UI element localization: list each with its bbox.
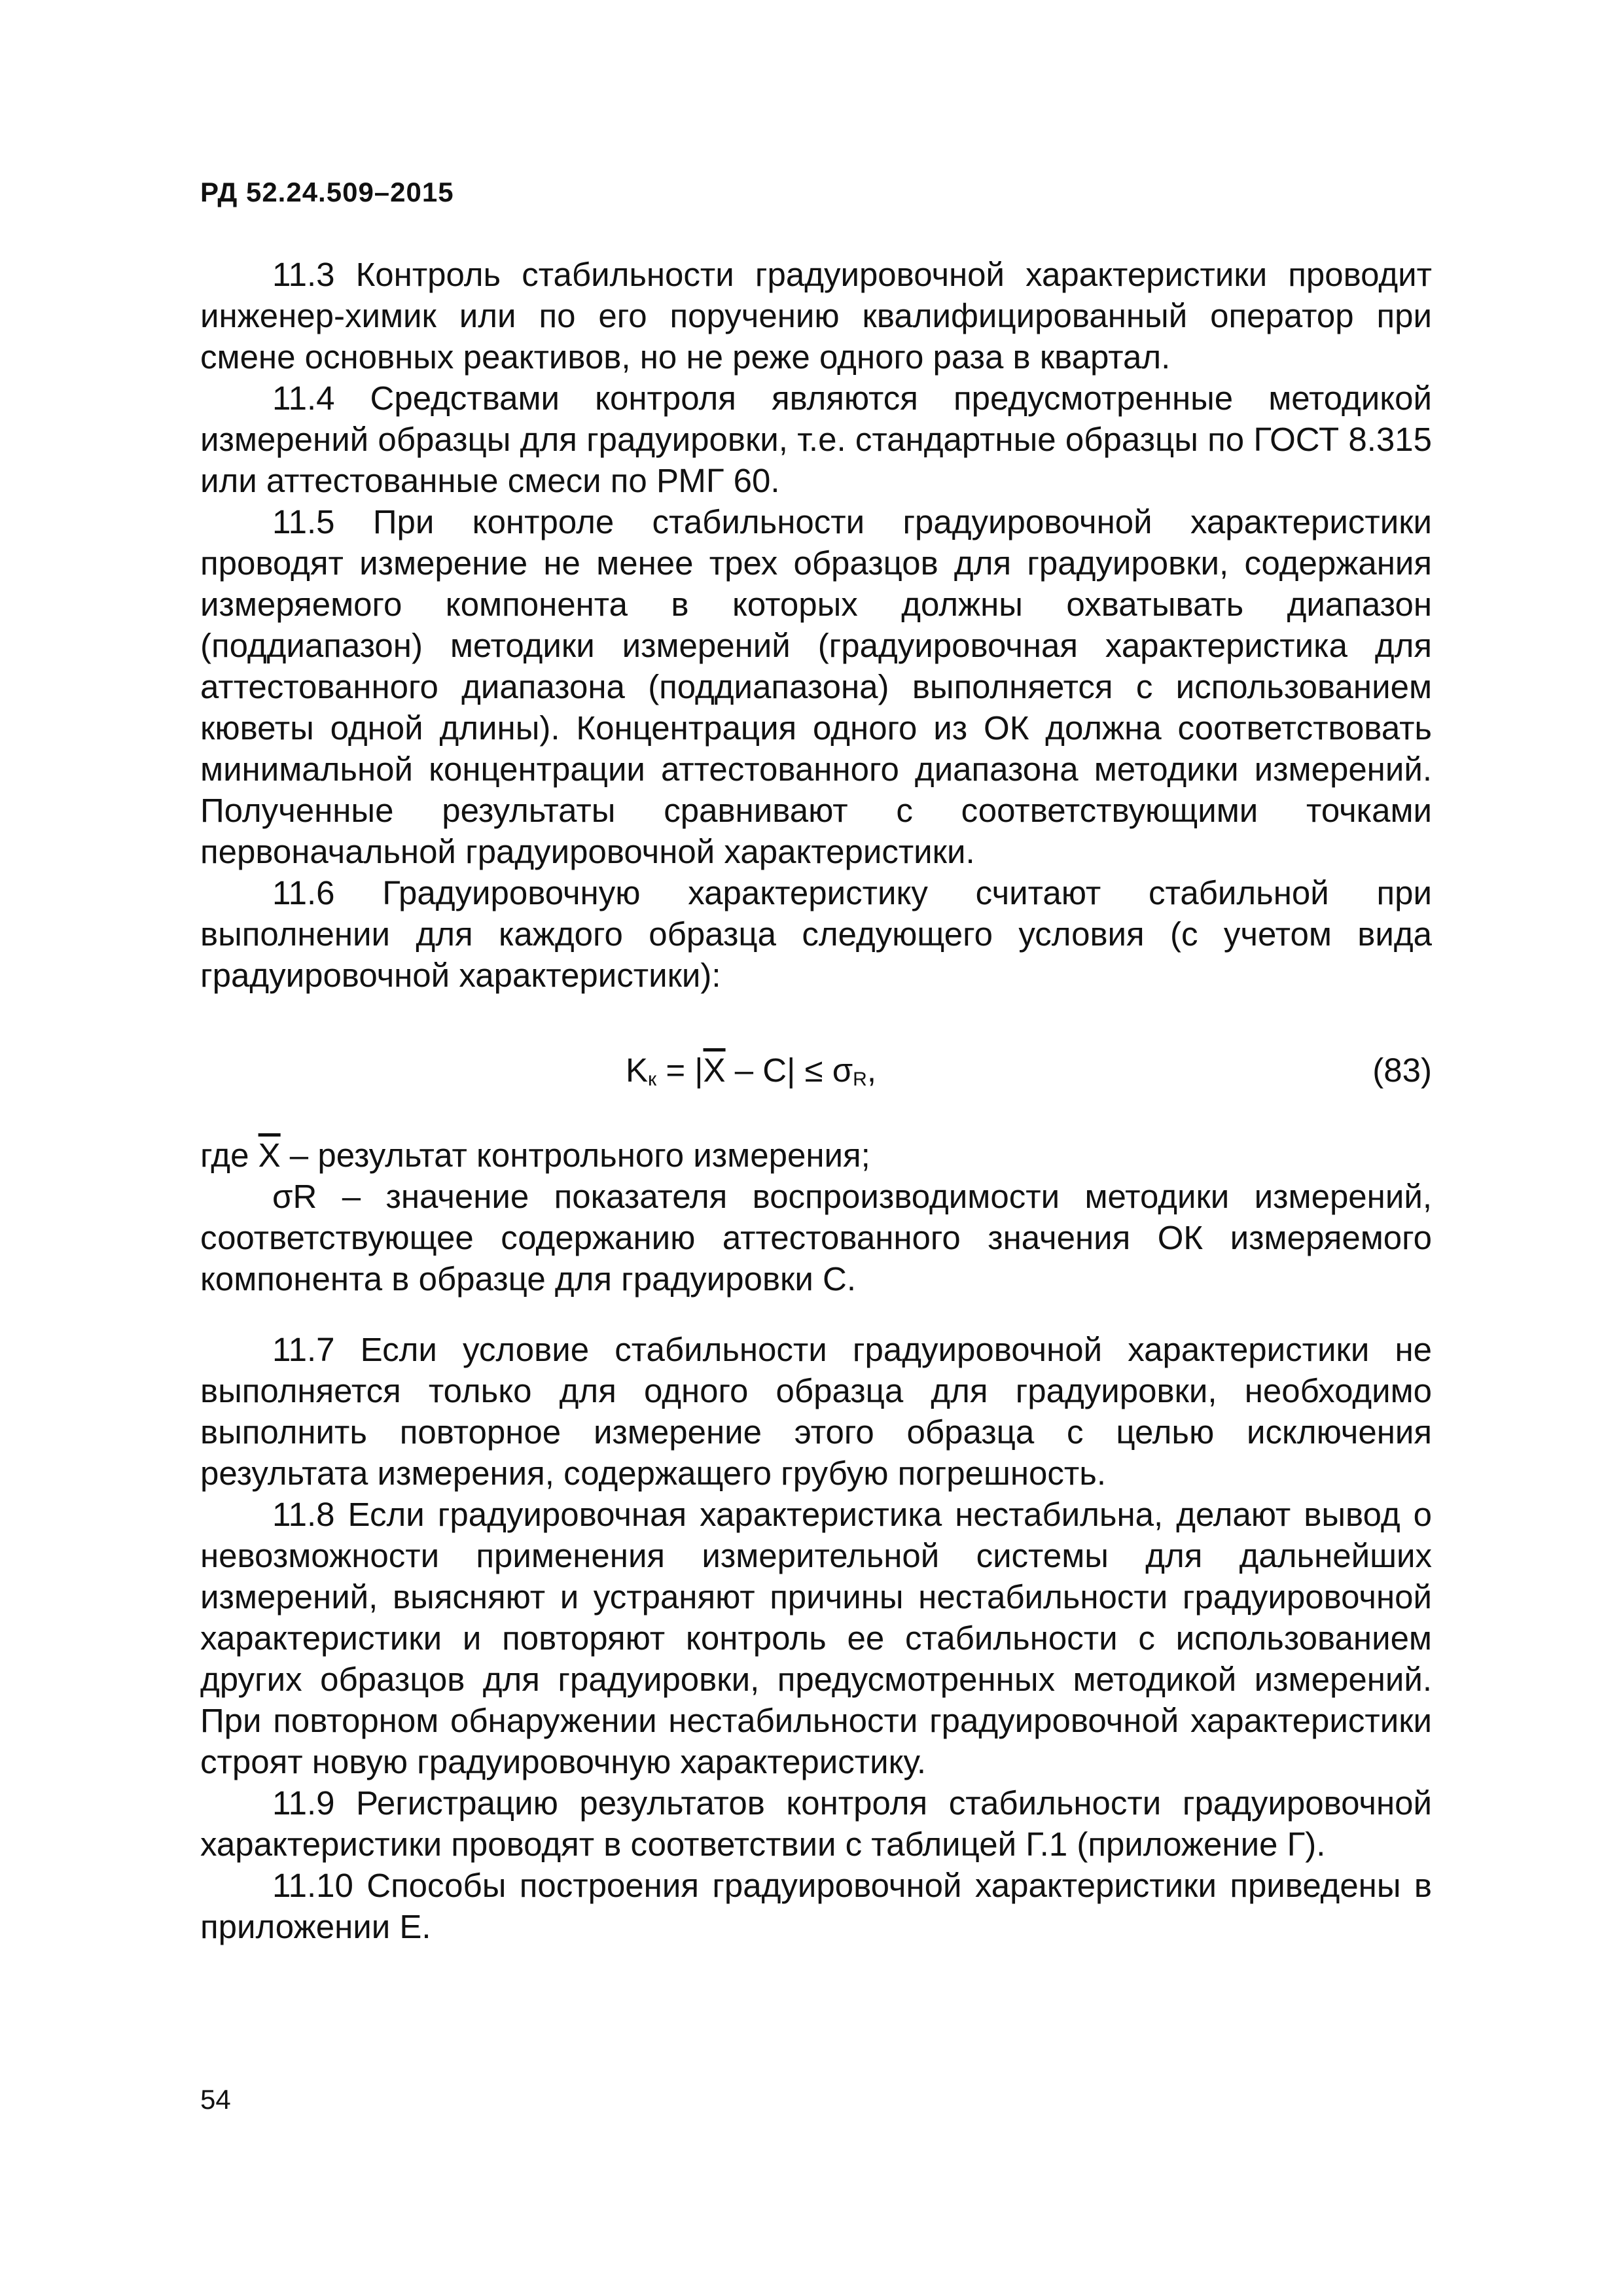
definition-x-text: – результат контрольного измерения; xyxy=(280,1137,870,1174)
formula-k: K xyxy=(626,1051,649,1089)
definition-sigma-subscript: R xyxy=(293,1178,317,1215)
formula-83 xyxy=(200,1043,1432,1108)
paragraph-11-10: 11.10 Способы построения градуировочной характеристики приведены в приложении Е. xyxy=(200,1867,1432,1945)
where-prefix: где xyxy=(200,1137,259,1174)
definition-sigma-text: – значение показателя воспроизводимости методики измерений, соответствующее содержанию аттестованного значения ОК измеряемого компонента в образце для градуировки С. xyxy=(200,1178,1432,1298)
paragraph-11-9: 11.9 Регистрацию результатов контроля стабильности градуировочной характеристики проводят в соответствии с таблицей Г.1 (приложение Г). xyxy=(200,1784,1432,1863)
equation-number: (83) xyxy=(1372,1051,1432,1089)
formula-k-subscript: к xyxy=(648,1069,657,1090)
page-content xyxy=(200,254,1432,1947)
formula-minus-c: – C| ≤ xyxy=(725,1051,832,1089)
paragraph-11-6: 11.6 Градуировочную характеристику считают стабильной при выполнении для каждого образца следующего условия (с учетом вида градуировочной характеристики): xyxy=(200,874,1432,994)
formula-x-bar: $\overline{X}$ xyxy=(703,1051,726,1089)
definition-sigma xyxy=(200,1176,1432,1299)
definition-x xyxy=(200,1135,1432,1176)
paragraph-11-3: 11.3 Контроль стабильности градуировочной характеристики проводит инженер-химик или по его поручению квалифицированный оператор при смене основных реактивов, но не реже одного раза в квартал. xyxy=(200,256,1432,376)
definition-sigma-symbol: σ xyxy=(272,1178,293,1215)
formula-sigma: σ xyxy=(832,1051,853,1089)
paragraph-11-4: 11.4 Средствами контроля являются предусмотренные методикой измерений образцы для градуировки, т.е. стандартные образцы по ГОСТ 8.315 или аттестованные смеси по РМГ 60. xyxy=(200,380,1432,499)
paragraph-11-8: 11.8 Если градуировочная характеристика нестабильна, делают вывод о невозможности применения измерительной системы для дальнейших измерений, выясняют и устраняют причины нестабильности градуировочной характеристики и повторяют контроль ее стабильности с использованием других образцов для градуировки, предусмотренных методикой измерений. При повторном обнаружении нестабильности градуировочной характеристики строят новую градуировочную характеристику. xyxy=(200,1496,1432,1780)
document-code-header: РД 52.24.509–2015 xyxy=(200,177,454,207)
page-number: 54 xyxy=(200,2084,231,2115)
formula-expression xyxy=(626,1050,876,1100)
definition-x-symbol: $\overline{X}$ xyxy=(258,1137,281,1174)
paragraph-11-5: 11.5 При контроле стабильности градуировочной характеристики проводят измерение не менее трех образцов для градуировки, содержания измеряемого компонента в которых должны охватывать диапазон (поддиапазон) методики измерений (градуировочная характеристика для аттестованного диапазона (поддиапазона) выполняется с использованием кюветы одной длины). Концентрация одного из ОК должна соответствовать минимальной концентрации аттестованного диапазона методики измерений. Полученные результаты сравнивают с соответствующими точками первоначальной градуировочной характеристики. xyxy=(200,503,1432,870)
formula-comma: , xyxy=(866,1051,877,1089)
paragraph-11-7: 11.7 Если условие стабильности градуировочной характеристики не выполняется только для одного образца для градуировки, необходимо выполнить повторное измерение этого образца с целью исключения результата измерения, содержащего грубую погрешность. xyxy=(200,1331,1432,1492)
formula-equals-abs: = | xyxy=(656,1051,704,1089)
formula-sigma-subscript: R xyxy=(853,1069,867,1090)
